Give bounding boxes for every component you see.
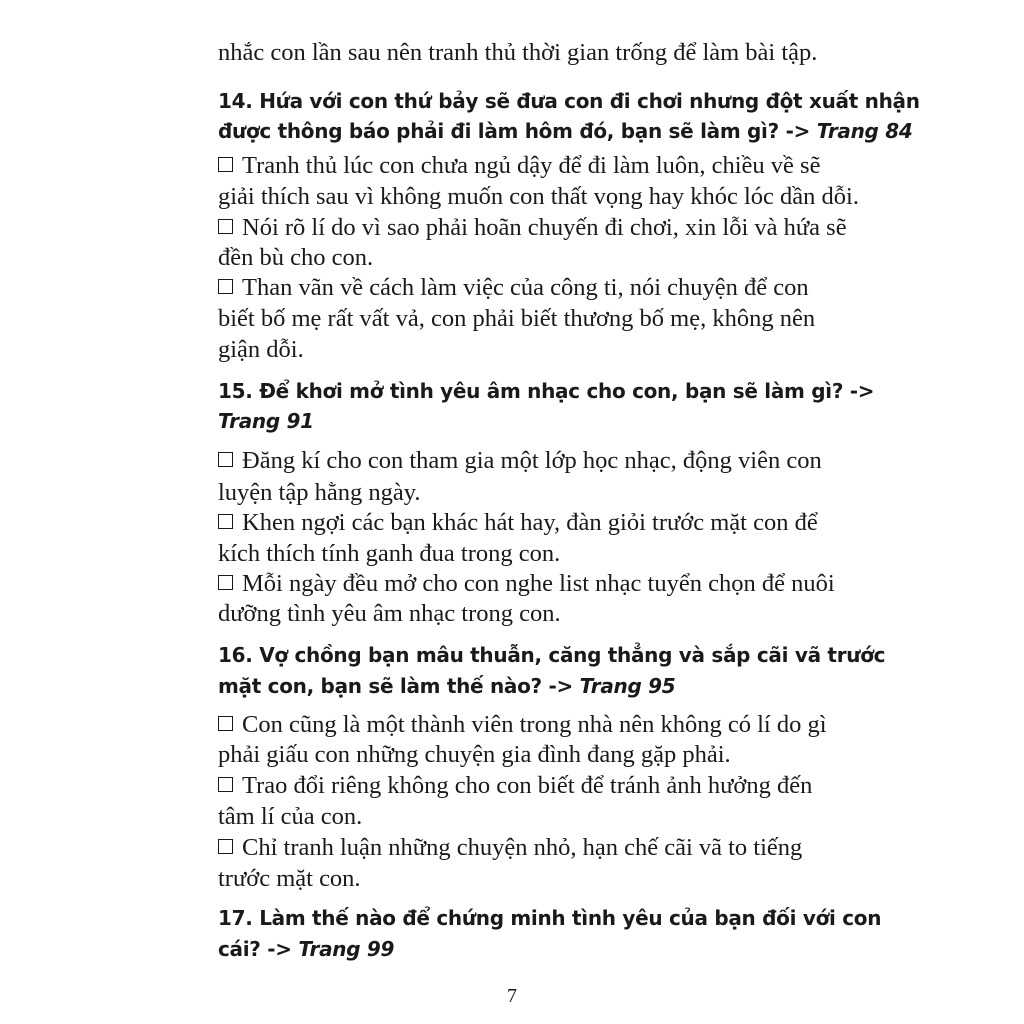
question-17-page-ref: Trang 99 [298,937,395,961]
question-14-option-3-cont: giận dỗi. [218,336,304,363]
question-15-page-ref: Trang 91 [218,409,314,433]
question-15-option-2-cont: kích thích tính ganh đua trong con. [218,540,561,567]
question-15-option-3-cont: dưỡng tình yêu âm nhạc trong con. [218,600,561,627]
question-14-option-1-cont: giải thích sau vì không muốn con thất vọng hay khóc lóc dần dỗi. [218,183,859,210]
question-16-option-3-cont: trước mặt con. [218,865,361,892]
question-15-option-2: Khen ngợi các bạn khác hát hay, đàn giỏi trước mặt con để [218,508,818,538]
question-16-option-2: Trao đổi riêng không cho con biết để tránh ảnh hưởng đến [218,771,812,801]
question-16-page-ref: Trang 95 [579,674,676,698]
checkbox[interactable] [218,514,233,529]
checkbox[interactable] [218,716,233,731]
question-16-option-1: Con cũng là một thành viên trong nhà nên không có lí do gì [218,710,827,740]
question-16-option-3: Chỉ tranh luận những chuyện nhỏ, hạn chế cãi vã to tiếng [218,833,802,863]
question-17-title-line-2: cái? -> Trang 99 [218,937,395,961]
checkbox[interactable] [218,575,233,590]
question-16-option-2-cont: tâm lí của con. [218,803,363,830]
intro-line: nhắc con lần sau nên tranh thủ thời gian trống để làm bài tập. [218,39,818,66]
question-16-title-line-2: mặt con, bạn sẽ làm thế nào? -> Trang 95 [218,674,676,698]
question-14-option-2: Nói rõ lí do vì sao phải hoãn chuyến đi chơi, xin lỗi và hứa sẽ [218,213,847,243]
checkbox[interactable] [218,839,233,854]
question-14-title-line-1: 14. Hứa với con thứ bảy sẽ đưa con đi chơi nhưng đột xuất nhận [218,89,920,113]
checkbox[interactable] [218,452,233,467]
checkbox[interactable] [218,157,233,172]
question-14-page-ref: Trang 84 [816,119,913,143]
question-14-title-line-2: được thông báo phải đi làm hôm đó, bạn sẽ làm gì? -> Trang 84 [218,119,913,143]
question-14-option-3: Than vãn về cách làm việc của công ti, nói chuyện để con [218,273,809,303]
question-15-option-1-cont: luyện tập hằng ngày. [218,479,421,506]
question-16-title-line-1: 16. Vợ chồng bạn mâu thuẫn, căng thẳng và sắp cãi vã trước [218,643,886,667]
question-15-option-3: Mỗi ngày đều mở cho con nghe list nhạc tuyển chọn để nuôi [218,569,835,599]
page-number: 7 [507,985,517,1007]
checkbox[interactable] [218,219,233,234]
question-14-option-2-cont: đền bù cho con. [218,244,374,271]
question-14-option-1: Tranh thủ lúc con chưa ngủ dậy để đi làm luôn, chiều về sẽ [218,151,820,181]
checkbox[interactable] [218,777,233,792]
question-16-option-1-cont: phải giấu con những chuyện gia đình đang gặp phải. [218,741,731,768]
question-15-option-1: Đăng kí cho con tham gia một lớp học nhạc, động viên con [218,446,822,476]
question-15-title-line-2 [218,406,314,436]
question-15-title-line-1: 15. Để khơi mở tình yêu âm nhạc cho con, bạn sẽ làm gì? -> [218,379,875,403]
question-17-title-line-1: 17. Làm thế nào để chứng minh tình yêu của bạn đối với con [218,906,882,930]
question-14-option-3-cont: biết bố mẹ rất vất vả, con phải biết thương bố mẹ, không nên [218,305,816,332]
checkbox[interactable] [218,279,233,294]
